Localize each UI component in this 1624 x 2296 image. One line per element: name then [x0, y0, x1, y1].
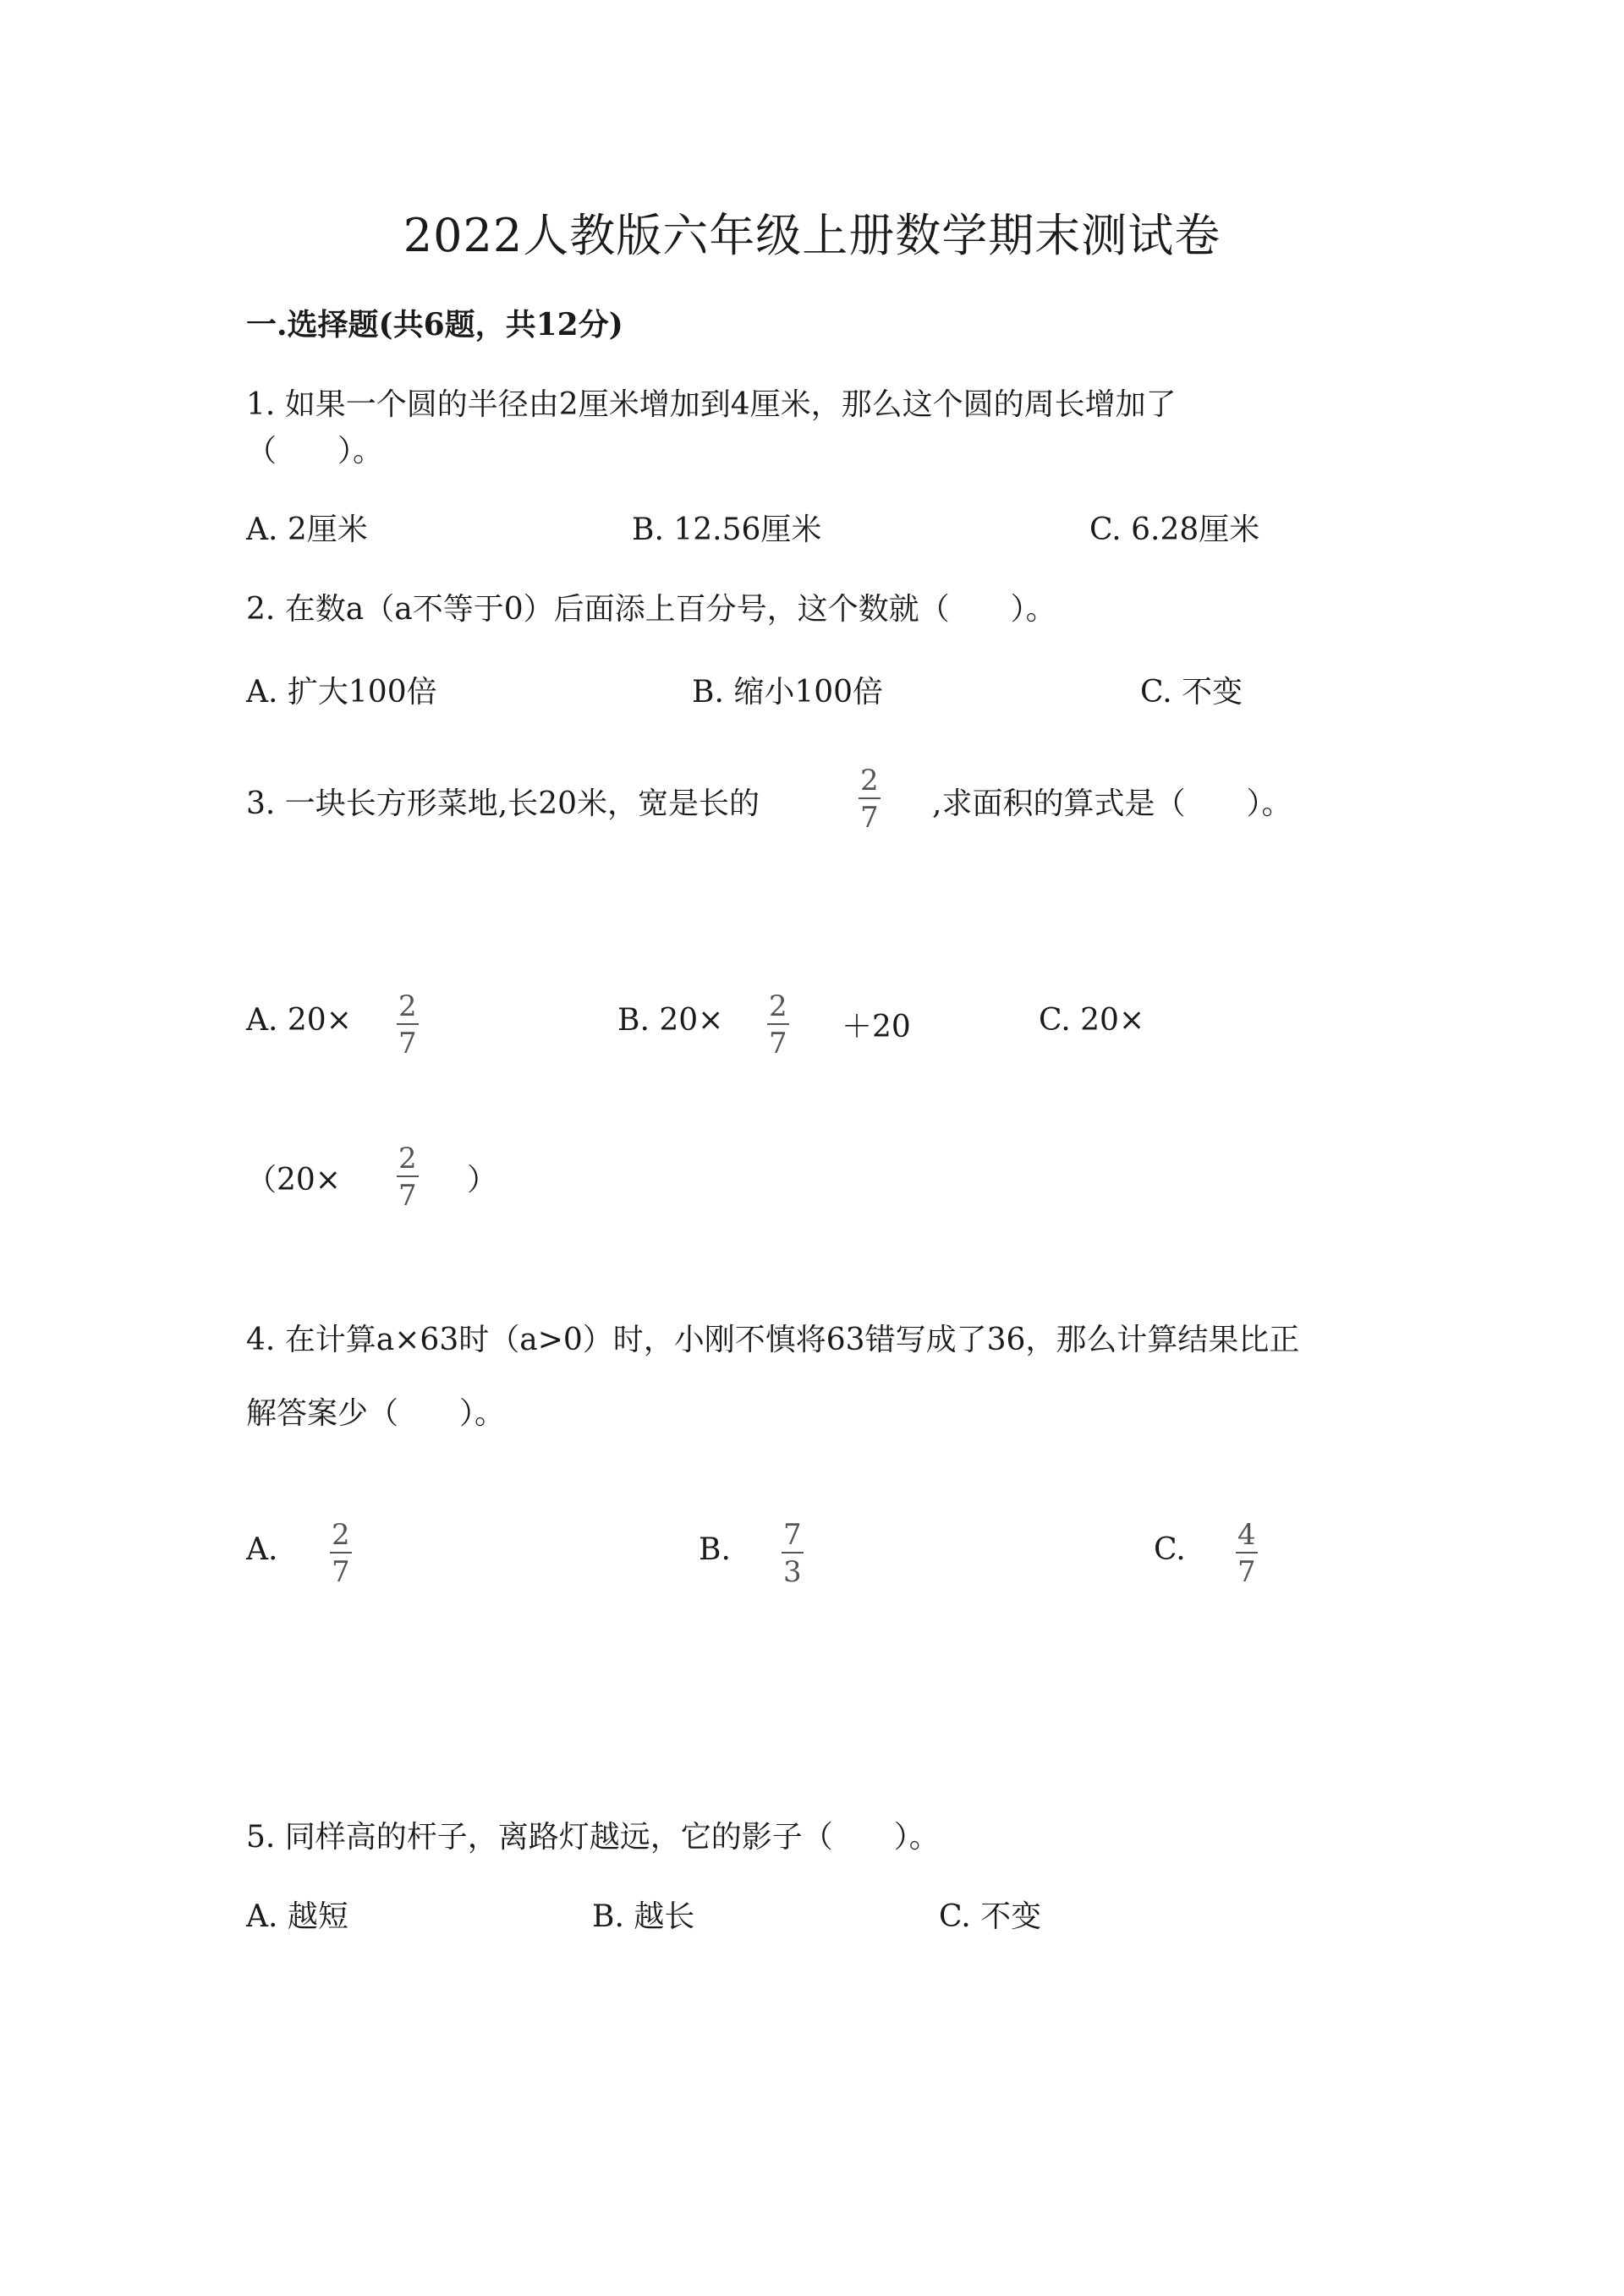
- fraction-denominator: 7: [332, 1555, 350, 1589]
- fraction-denominator: 7: [398, 1179, 417, 1213]
- question-3-option-c-fraction: [396, 1142, 420, 1213]
- question-3-option-b-prefix: B. 20×: [617, 1003, 724, 1038]
- question-2-option-c: C. 不变: [1140, 675, 1243, 710]
- question-3-option-c-suffix: ）: [467, 1163, 498, 1197]
- fraction-numerator: 4: [1237, 1518, 1256, 1552]
- question-3-fraction: [858, 764, 881, 835]
- question-4-option-b-fraction: [781, 1518, 804, 1589]
- question-1-option-a: A. 2厘米: [246, 512, 368, 547]
- fraction-numerator: 2: [769, 989, 787, 1023]
- question-4-line-2: 解答案少（ ）。: [246, 1396, 506, 1431]
- question-4-option-a-fraction: [329, 1518, 353, 1589]
- question-3-option-b-fraction: [766, 989, 790, 1060]
- question-2-text: 2. 在数a（a不等于0）后面添上百分号，这个数就（ ）。: [246, 592, 1056, 627]
- question-4-option-c-label: C.: [1154, 1532, 1186, 1567]
- question-2-option-a: A. 扩大100倍: [246, 675, 437, 710]
- question-5-option-a: A. 越短: [246, 1899, 348, 1934]
- fraction-numerator: 2: [398, 989, 417, 1023]
- fraction-denominator: 3: [783, 1555, 802, 1589]
- question-3-option-c-continued: （20×: [246, 1163, 341, 1197]
- question-4-line-1: 4. 在计算a×63时（a>0）时，小刚不慎将63错写成了36，那么计算结果比正: [246, 1323, 1300, 1357]
- question-3-option-c-prefix: C. 20×: [1039, 1003, 1145, 1038]
- question-4-option-b-label: B.: [699, 1532, 731, 1567]
- fraction-numerator: 2: [860, 764, 879, 797]
- question-2-option-b: B. 缩小100倍: [692, 675, 884, 710]
- question-3-option-a-fraction: [396, 989, 420, 1060]
- question-3-option-b-suffix: ＋20: [842, 1010, 911, 1044]
- question-1-line-1: 1. 如果一个圆的半径由2厘米增加到4厘米，那么这个圆的周长增加了: [246, 387, 1177, 422]
- question-4-option-c-fraction: [1235, 1518, 1259, 1589]
- question-5-option-c: C. 不变: [939, 1899, 1042, 1934]
- question-3-text-after: ,求面积的算式是（ ）。: [932, 786, 1292, 821]
- question-3-option-a-prefix: A. 20×: [246, 1003, 352, 1038]
- question-5-option-b: B. 越长: [592, 1899, 695, 1934]
- fraction-denominator: 7: [769, 1027, 787, 1060]
- fraction-denominator: 7: [398, 1027, 417, 1060]
- question-3-text-before: 3. 一块长方形菜地,长20米，宽是长的: [246, 786, 760, 821]
- fraction-numerator: 7: [783, 1518, 802, 1552]
- section-heading-choice: 一.选择题(共6题，共12分): [246, 307, 623, 342]
- question-1-option-b: B. 12.56厘米: [632, 512, 822, 547]
- question-4-option-a-label: A.: [246, 1532, 278, 1567]
- question-1-line-2: （ ）。: [246, 434, 384, 469]
- fraction-numerator: 2: [398, 1142, 417, 1175]
- fraction-denominator: 7: [860, 801, 879, 835]
- page-title: 2022人教版六年级上册数学期末测试卷: [403, 209, 1221, 262]
- question-5-text: 5. 同样高的杆子，离路灯越远，它的影子（ ）。: [246, 1820, 940, 1855]
- fraction-numerator: 2: [332, 1518, 350, 1552]
- question-1-option-c: C. 6.28厘米: [1089, 512, 1260, 547]
- fraction-denominator: 7: [1237, 1555, 1256, 1589]
